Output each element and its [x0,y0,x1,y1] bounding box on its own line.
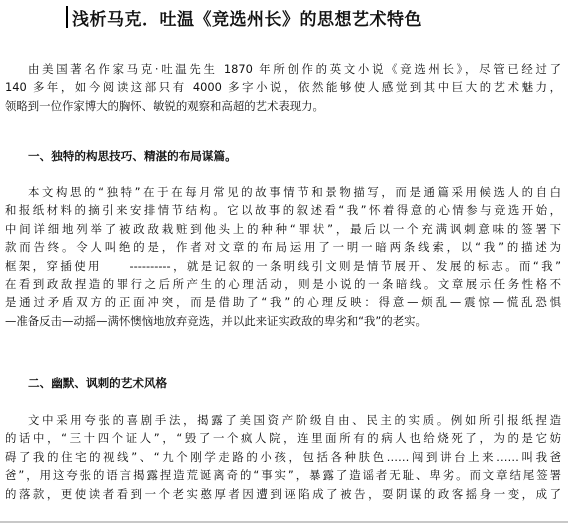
section-1-line: 是通过矛盾双方的正面冲突，而是借助了“我”的心理反映：得意—烦乱—震惊—慌乱恐惧 [5,295,561,310]
section-1-line: 和报纸材料的摘引来安排情节结构。它以故事的叙述看“我”怀着得意的心情参与竞选开始， [5,203,561,218]
section-1-line: 本文构思的“独特”在于在每月常见的故事情节和景物描写，而是通篇采用候选人的自白 [28,185,561,199]
section-1-line: —准备反击—动摇—满怀懊恼地放弃竞选，并以此来证实政敌的卑劣和“我”的老实。 [5,313,427,328]
section-1-paragraph [5,183,561,330]
document-title: 浅析马克．吐温《竞选州长》的思想艺术特色 [72,10,422,30]
section-2-line: 碍了我的住宅的视线”、“九个刚学走路的小孩，包括各种肤色……闯到讲台上来……叫我爸 [5,449,561,464]
section-2-paragraph [5,411,561,503]
section-1-line: 在看到政敌捏造的罪行之后所产生的心理活动，则是小说的一条暗线。文章展示任务性格不 [5,277,561,292]
section-2-line: 爸”，用这夸张的语言揭露捏造荒诞离奇的“事实”，暴露了造谣者无耻、卑劣。而文章结尾签署 [5,468,561,483]
intro-line: 由美国著名作家马克·吐温先生 1870 年所创作的英文小说《竞选州长》，尽管已经过了 [28,62,561,76]
intro-line: 领略到一位作家博大的胸怀、敏锐的观察和高超的艺术表现力。 [5,98,324,113]
section-heading-2: 二、幽默、讽刺的艺术风格 [28,376,168,390]
section-2-line: 的落款，更使读者看到一个老实憨厚者因遭到诬陷成了被告，耍阴谋的政客摇身一变，成了 [5,486,561,501]
intro-line: 140 多年，如今阅读这部只有 4000 多字小说，依然能够使人感觉到其中巨大的艺术魅力， [5,80,561,95]
section-1-line: 款而告终。令人叫绝的是，作者对文章的布局运用了一明一暗两条线索，以“我”的描述为 [5,240,561,255]
section-2-line: 文中采用夸张的喜剧手法，揭露了美国资产阶级自由、民主的实质。例如所引报纸捏造 [28,413,561,427]
text-cursor [66,6,68,28]
section-1-line: 中间详细地列举了被政敌栽赃到他头上的种种“罪状”，最后以一个充满讽刺意味的签署下 [5,221,561,236]
section-heading-1: 一、独特的构思技巧、精湛的布局谋篇。 [28,149,237,163]
intro-paragraph [5,60,561,115]
section-1-line: 框架，穿插使用 ----------，就是记叙的一条明线引文则是情节展开、发展的标志。而“我” [5,258,561,273]
section-2-line: 的话中，“三十四个证人”，“毁了一个疯人院，连里面所有的病人也给烧死了，为的是它妨 [5,431,561,446]
